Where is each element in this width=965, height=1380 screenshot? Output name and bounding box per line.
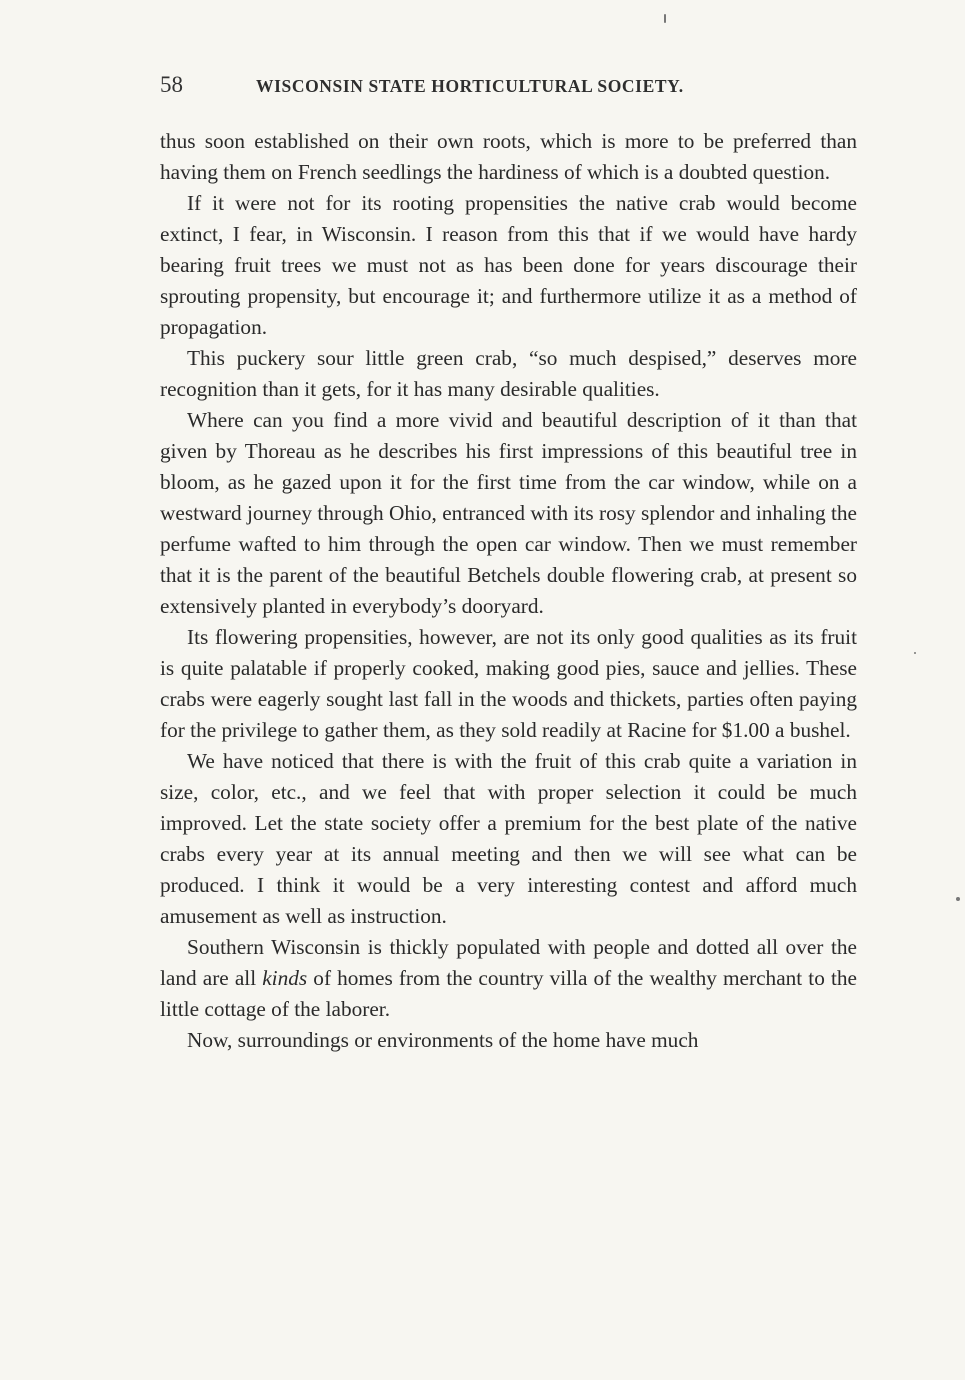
paragraph-text: of homes from the country villa of the wealthy merchant to the little cottage of the laborer. — [160, 966, 857, 1021]
paragraph: Now, surroundings or environments of the home have much — [187, 1028, 699, 1052]
paragraph: Its flowering propensities, however, are not its only good qualities as its fruit is quite palatable if properly cooked, making good pies, sauce and jellies. These crabs were eagerly sought last fall in the woods and thickets, parties often paying for the privilege to gather them, as they sold readily at Racine for $1.00 a bushel. — [160, 625, 857, 742]
body-text — [160, 126, 857, 1056]
paragraph: thus soon established on their own roots, which is more to be preferred than having them on French seedlings the hardiness of which is a doubted question. — [160, 129, 857, 184]
paragraph: Where can you find a more vivid and beautiful description of it than that given by Thoreau as he describes his first impressions of this beautiful tree in bloom, as he gazed upon it for the first time from the car window, while on a westward journey through Ohio, entranced with its rosy splendor and inhaling the perfume wafted to him through the open car window. Then we must remember that it is the parent of the beautiful Betchels double flowering crab, at present so extensively planted in everybody’s dooryard. — [160, 408, 857, 618]
page-header — [160, 72, 860, 102]
page-number: 58 — [160, 72, 183, 97]
running-head: WISCONSIN STATE HORTICULTURAL SOCIETY. — [256, 76, 684, 96]
print-speck — [664, 14, 666, 23]
emphasis-text: kinds — [262, 966, 308, 990]
paragraph: If it were not for its rooting propensities the native crab would become extinct, I fear, in Wisconsin. I reason from this that if we would have hardy bearing fruit trees we must not as has been done for years discourage their sprouting propensity, but encourage it; and furthermore utilize it as a method of propagation. — [160, 191, 857, 339]
paragraph: We have noticed that there is with the fruit of this crab quite a variation in size, color, etc., and we feel that with proper selection it could be much improved. Let the state society offer a premium for the best plate of the native crabs every year at its annual meeting and then we will see what can be produced. I think it would be a very interesting contest and afford much amusement as well as instruction. — [160, 749, 857, 928]
paragraph: This puckery sour little green crab, “so much despised,” deserves more recognition than it gets, for it has many desirable qualities. — [160, 346, 857, 401]
print-speck — [914, 652, 916, 654]
print-speck — [956, 897, 960, 901]
paragraph — [160, 932, 857, 1025]
paragraph-text: Southern Wisconsin is thickly populated with people and dotted all over the land are all — [160, 935, 857, 990]
